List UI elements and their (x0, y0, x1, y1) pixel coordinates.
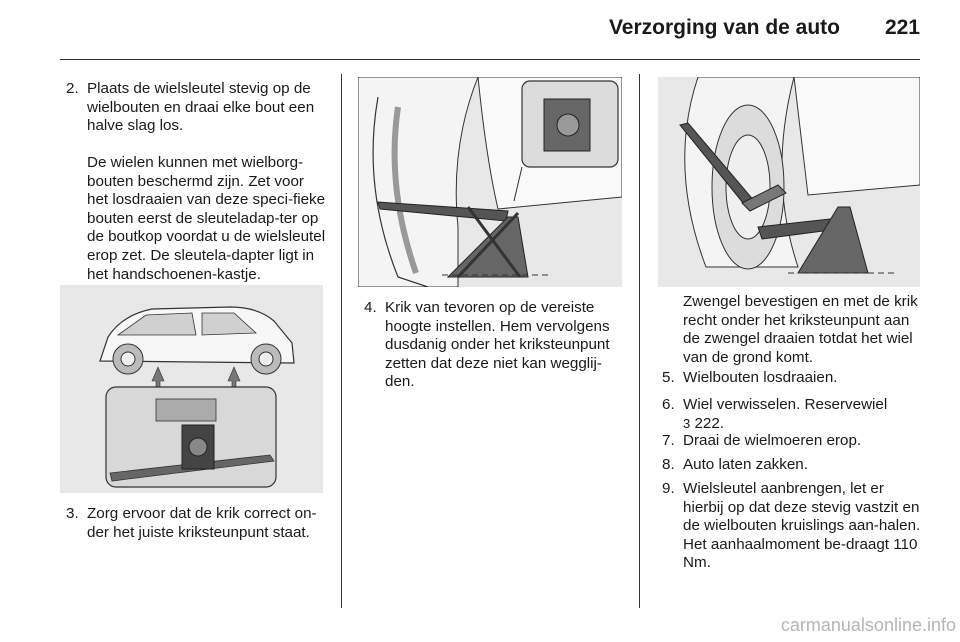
step-2 (66, 80, 328, 136)
header-divider (60, 59, 920, 60)
wheel-lock-note: De wielen kunnen met wielborg-bouten beschermd zijn. Zet voor het losdraaien van deze speci-fieke bouten eerst de sleuteladap-ter op de boutkop voordat u de wielsleutel erop zet. De sleutela-dapter ligt in het handschoenen-kastje. (87, 154, 326, 283)
step-number: 3. (66, 505, 79, 522)
step-text: Plaats de wielsleutel stevig op de wielbouten en draai elke bout een halve slag los. (87, 80, 315, 135)
step-text: Draai de wielmoeren erop. (683, 432, 862, 449)
step-number: 2. (66, 80, 79, 97)
step-number: 7. (662, 432, 675, 449)
column-divider-2 (639, 74, 640, 608)
page-number: 221 (884, 16, 920, 39)
step-number: 4. (364, 299, 377, 316)
step-8 (662, 456, 926, 475)
step-7 (662, 432, 926, 451)
step-text: Wielsleutel aanbrengen, let er hierbij op dat deze stevig vastzit en de wielbouten kruislings aan-halen. Het aanhaalmoment be-draagt 110 Nm. (683, 480, 921, 572)
figure-jack-under-car (358, 77, 622, 287)
page-reference-icon: 3 (683, 415, 691, 431)
step-text: Zorg ervoor dat de krik correct on-der het juiste kriksteunpunt staat. (87, 505, 317, 541)
page-reference[interactable] (662, 415, 926, 434)
figure-car-jack-points (60, 285, 323, 493)
step-text: Krik van tevoren op de vereiste hoogte instellen. Hem vervolgens dusdanig onder het kriksteunpunt zetten dat deze niet kan wegglij-den. (385, 299, 610, 391)
step-number: 9. (662, 480, 675, 497)
step-number: 6. (662, 396, 675, 413)
crank-instruction: Zwengel bevestigen en met de krik recht onder het kriksteunpunt aan de zwengel draaien totdat het wiel van de grond komt. (683, 293, 918, 366)
step-text: Auto laten zakken. (683, 456, 808, 473)
step-5 (662, 369, 926, 388)
watermark: carmanualsonline.info (780, 615, 956, 635)
step-text: Wiel verwisselen. Reservewiel (683, 396, 888, 413)
step-4 (364, 299, 628, 392)
step-9 (662, 480, 926, 573)
page-reference-number: 222. (694, 414, 725, 432)
figure-crank-jack (658, 77, 920, 287)
step-text: Wielbouten losdraaien. (683, 369, 838, 386)
page-title: Verzorging van de auto (608, 16, 840, 39)
step-6 (662, 396, 926, 433)
step-number: 8. (662, 456, 675, 473)
step-number: 5. (662, 369, 675, 386)
step-3 (66, 505, 338, 542)
column-divider-1 (341, 74, 342, 608)
